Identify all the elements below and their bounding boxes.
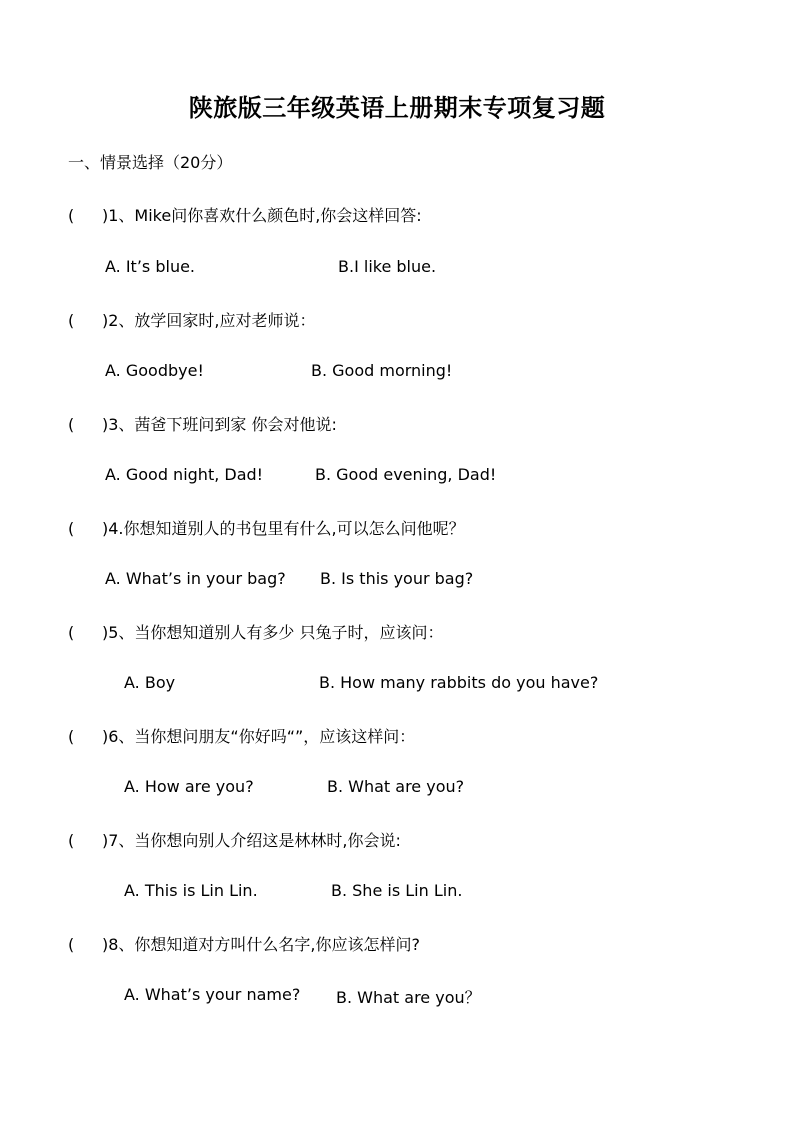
answer-blank-open: ( (68, 311, 75, 330)
question-text: 5、当你想知道别人有多少 只兔子时，应该问： (108, 623, 444, 642)
question-5 (68, 620, 444, 643)
question-text: 8、你想知道对方叫什么名字,你应该怎样问? (108, 935, 421, 954)
page-title: 陕旅版三年级英语上册期末专项复习题 (188, 94, 606, 122)
answer-blank-open: ( (68, 623, 75, 642)
option-b: B. Good evening, Dad! (315, 465, 497, 484)
answer-blank-close: ) (102, 519, 109, 538)
question-text: 2、放学回家时,应对老师说： (108, 311, 316, 330)
question-7 (68, 828, 401, 851)
option-a: A. It’s blue. (105, 257, 196, 276)
option-a: A. This is Lin Lin. (124, 881, 258, 900)
answer-blank-close: ) (102, 206, 109, 225)
answer-blank-close: ) (102, 831, 109, 850)
answer-blank-open: ( (68, 415, 75, 434)
option-a: A. What’s in your bag? (105, 569, 286, 588)
option-b: B. How many rabbits do you have? (319, 673, 599, 692)
question-1 (68, 203, 422, 226)
answer-blank-close: ) (102, 311, 109, 330)
question-text: 6、当你想问朋友“你好吗“”，应该这样问： (108, 727, 416, 746)
question-2 (68, 308, 316, 331)
question-text: 7、当你想向别人介绍这是林林时,你会说: (108, 831, 401, 850)
option-b: B.I like blue. (338, 257, 437, 276)
answer-blank-open: ( (68, 727, 75, 746)
question-text: 3、茜爸下班问到家 你会对他说: (108, 415, 337, 434)
option-b: B. What are you？ (336, 988, 481, 1007)
option-b: B. Is this your bag? (320, 569, 474, 588)
answer-blank-close: ) (102, 415, 109, 434)
answer-blank-open: ( (68, 935, 75, 954)
option-b: B. What are you? (327, 777, 465, 796)
option-b: B. Good morning! (311, 361, 453, 380)
question-4 (68, 516, 465, 539)
option-a: A. What’s your name? (124, 985, 301, 1004)
answer-blank-open: ( (68, 831, 75, 850)
question-text: 4.你想知道别人的书包里有什么,可以怎么问他呢？ (108, 519, 465, 538)
question-3 (68, 412, 337, 435)
option-b: B. She is Lin Lin. (331, 881, 463, 900)
answer-blank-open: ( (68, 206, 75, 225)
question-8 (68, 932, 420, 955)
answer-blank-close: ) (102, 727, 109, 746)
answer-blank-close: ) (102, 935, 109, 954)
option-a: A. Good night, Dad! (105, 465, 264, 484)
question-6 (68, 724, 415, 747)
section-heading: 一、情景选择（20分） (68, 153, 233, 172)
option-a: A. Boy (124, 673, 176, 692)
answer-blank-close: ) (102, 623, 109, 642)
answer-blank-open: ( (68, 519, 75, 538)
option-a: A. Goodbye! (105, 361, 204, 380)
option-a: A. How are you? (124, 777, 254, 796)
question-text: 1、Mike问你喜欢什么颜色时,你会这样回答: (108, 206, 422, 225)
